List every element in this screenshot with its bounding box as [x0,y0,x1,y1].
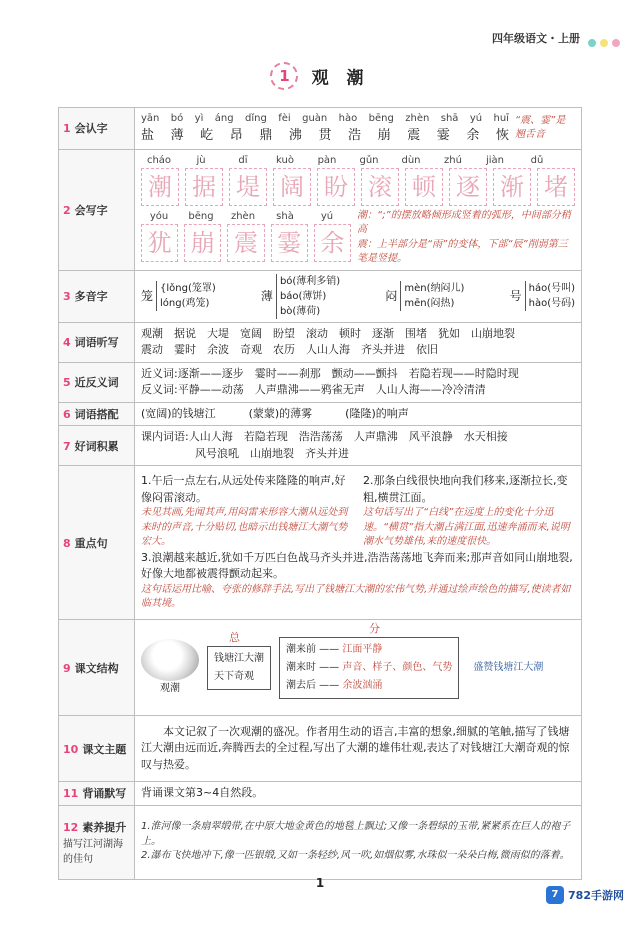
character: 贯 [318,128,332,143]
character: 薄 [170,128,184,143]
note: “震、霎”是翘舌音 [515,114,566,141]
lesson-title: 观 潮 [311,68,370,89]
stage-label: 潮来前 [286,643,316,655]
pinyin: jiàn [485,154,505,166]
row-label: 3 多音字 [59,270,135,322]
row-content: (宽阔)的钱塘江 (蒙蒙)的薄雾 (隆隆)的响声 [135,402,582,426]
stage-line: 潮来时 —— 声音、样子、颜色、气势 [286,661,453,673]
image-caption: 观潮 [160,683,180,694]
row-key-sentences [59,466,582,620]
synonym-line: 近义词:逐渐——逐步 霎时——刹那 颤动——颤抖 若隐若现——时隐时现 [141,366,519,380]
stage-line: 潮去后 —— 余波汹涌 [286,679,383,691]
write-char: 堵 [537,168,575,206]
character: 震 [407,128,421,143]
row-content: 背诵课文第3~4自然段。 [135,782,582,806]
antonym-line: 反义词:平静——动荡 人声鼎沸——鸦雀无声 人山人海——冷冷清清 [141,383,486,396]
note: 这句话运用比喻、夸张的修辞手法,写出了钱塘江大潮的宏伟气势,并通过绘声绘色的描写,使读者如临其境。 [141,583,571,610]
key-sentence: 3.浪潮越来越近,犹如千万匹白色战马齐头并进,浩浩荡荡地飞奔而来;那声音如同山崩地裂,好像大地都被震得颤动起来。 [141,550,573,581]
lesson-number: 1 [270,62,298,90]
stage-line: 潮来前 —— 江面平静 [286,643,383,655]
stage-detail: 声音、样子、颜色、气势 [342,661,453,673]
row-content [135,620,582,716]
row-content [135,270,582,322]
pinyin: yú [320,210,334,222]
note: 未见其画,先闻其声,用闷雷来形容大潮从远处到来时的声音,十分贴切,也暗示出钱塘江大潮气势宏大。 [141,507,348,548]
fen-label: 分 [369,621,380,635]
row-synonym [59,362,582,402]
pinyin: hào [338,113,358,124]
write-char: 盼 [317,168,355,206]
character: 昂 [229,128,243,143]
dot-icon [612,39,620,47]
stage-detail: 江面平静 [342,643,383,655]
write-char: 阔 [273,168,311,206]
write-char: 滚 [361,168,399,206]
pinyin: huī [493,113,509,124]
pinyin: yān [141,113,160,124]
row-dictation [59,322,582,362]
pinyin: jù [196,154,206,166]
row-label: 7 好词积累 [59,426,135,466]
theme-text: 本文记叙了一次观潮的盛况。作者用生动的语言,丰富的想象,细腻的笔触,描写了钱塘江大潮由远而近,奔腾西去的全过程,写出了大潮的雄伟壮观,表达了对钱塘江大潮奇观的惊叹与热爱。 [141,724,570,771]
character: 恢 [495,128,509,143]
write-char: 崩 [184,224,221,262]
good-sentence: 1.淮河像一条扇翠缎带,在中原大地金黄色的地毯上飘过;又像一条碧绿的玉带,紧紧系在巨人的袍子上。 [141,821,571,847]
pinyin: pàn [317,154,337,166]
character: 鼎 [259,128,273,143]
polyphone-groups [141,274,575,319]
row-label: 6 词语搭配 [59,402,135,426]
row-recognize [59,108,582,150]
row-label: 2 会写字 [59,149,135,270]
key-sentence: 2.那条白线很快地向我们移来,逐渐拉长,变粗,横贯江面。 [363,474,568,504]
polyphone-group [510,281,575,311]
write-grid [141,224,351,262]
top-bar [0,0,640,48]
row-recite [59,782,582,806]
polyphone-reading: bó(薄利多销) [279,275,341,287]
study-table [58,107,582,880]
polyphone-reading: háo(号叫) [528,283,575,294]
polyphone-reading: báo(薄饼) [279,290,327,302]
row-content [135,716,582,782]
write-grid [141,168,575,206]
row-content [135,322,582,362]
pinyin: zhèn [230,210,256,222]
row-literacy [59,805,582,879]
key-sentence: 1.午后一点左右,从远处传来隆隆的响声,好像闷雷滚动。 [141,474,346,504]
polyphone-char: 闷 [385,289,398,303]
row-good-words [59,426,582,466]
polyphone-reading: mèn(纳闷儿) [404,283,465,294]
polyphone-char: 号 [509,289,522,303]
write-char: 震 [227,224,264,262]
write-char: 据 [185,168,223,206]
pinyin: dǐng [245,113,267,124]
pinyin: shā [440,113,459,124]
character: 沸 [288,128,302,143]
pinyin: bēng [188,210,214,222]
pinyin: shà [276,210,294,222]
pinyin: dī [238,154,248,166]
write-char: 犹 [141,224,178,262]
stage-label: 潮来时 [286,661,316,673]
write-char: 潮 [141,168,179,206]
pinyin-line [141,111,509,126]
row-content [135,108,582,150]
pinyin-line [141,209,351,224]
row-content [135,805,582,879]
row-theme [59,716,582,782]
decor-dots [584,32,620,51]
structure-summary: 盛赞钱塘江大潮 [473,662,544,673]
pinyin: áng [214,113,234,124]
book-label: 四年级语文・上册 [492,32,580,45]
pinyin: guàn [302,113,328,124]
polyphone-group [261,274,340,319]
pinyin: dǔ [530,154,544,166]
polyphone-char: 笼 [141,289,154,303]
row-sublabel: 描写江河湖海的佳句 [63,839,123,865]
word-line: 观潮 据说 大堤 宽阔 盼望 滚动 顿时 逐渐 围堵 犹如 山崩地裂 [141,326,515,340]
page-number: 1 [315,876,325,890]
pinyin: yì [194,113,204,124]
character: 盐 [141,128,155,143]
polyphone-char: 薄 [260,289,273,303]
pinyin: kuò [276,154,294,166]
structure-left-box: 钱塘江大潮 天下奇观 [207,646,271,690]
write-char: 顿 [405,168,443,206]
row-label: 9 课文结构 [59,620,135,716]
pinyin: cháo [146,154,172,166]
zong-label: 总 [229,630,240,644]
pinyin: yú [469,113,483,124]
row-polyphone [59,270,582,322]
character: 浩 [348,128,362,143]
pinyin: dùn [401,154,421,166]
character: 崩 [377,128,391,143]
write-char: 余 [314,224,351,262]
row-write [59,149,582,270]
lesson-title-block [0,62,640,90]
row-structure [59,620,582,716]
row-label: 11 背诵默写 [59,782,135,806]
row-content [135,362,582,402]
char-line [141,126,509,146]
tide-image [141,639,199,681]
pinyin: yóu [149,210,169,222]
pinyin: bó [170,113,184,124]
row-label: 5 近反义词 [59,362,135,402]
pinyin: gǔn [359,154,379,166]
watermark-logo-icon: 7 [546,886,564,904]
polyphone-group [385,281,464,311]
note: 震：上半部分是“雨”的变体，下部“辰”削弱第三笔是竖提。 [357,238,568,264]
row-content [135,149,582,270]
word-line: 课内词语:人山人海 若隐若现 浩浩荡荡 人声鼎沸 风平浪静 水天相接 [141,430,508,443]
note: 这句话写出了“白线”在远度上的变化十分迅速。“横贯”指大潮占满江面,迅速奔涌而来,说明潮水气势雄伟,来的速度很快。 [363,507,570,548]
pinyin: zhèn [405,113,430,124]
pinyin-line [141,153,575,168]
write-char: 渐 [493,168,531,206]
character: 屹 [200,128,214,143]
polyphone-reading: hào(号码) [528,298,575,309]
word-line: 震动 霎时 余波 奇观 农历 人山人海 齐头并进 依旧 [141,343,438,356]
note: 潮：“;”的摆放略倾形成竖着的弧形，中间部分稍高 [357,209,571,235]
row-label: 8 重点句 [59,466,135,620]
write-char: 逐 [449,168,487,206]
row-label: 10 课文主题 [59,716,135,782]
watermark: 7 782手游网 [546,886,624,904]
good-sentence: 2.瀑布飞快地冲下,像一匹银缎,又如一条轻纱,风一吹,如烟似雾,水珠似一朵朵白梅,微雨似的落着。 [141,850,570,862]
dot-icon [600,39,608,47]
character: 霎 [436,128,450,143]
row-content [135,466,582,620]
polyphone-reading: bò(薄荷) [279,305,321,317]
polyphone-reading: lóng(鸡笼) [160,298,210,309]
stage-detail: 余波汹涌 [342,679,383,691]
row-collocation [59,402,582,426]
write-char: 霎 [271,224,308,262]
polyphone-reading: {lǒng(笼罩) [160,283,216,294]
pinyin: bēng [368,113,394,124]
character: 余 [466,128,480,143]
pinyin: fèi [278,113,291,124]
word-line: 风号浪吼 山崩地裂 齐头并进 [195,446,349,460]
stage-label: 潮去后 [286,679,316,691]
polyphone-group [141,281,216,311]
structure-stages-box [279,637,459,699]
row-label: 12 素养提升 描写江河湖海的佳句 [59,805,135,879]
row-label: 4 词语听写 [59,322,135,362]
dot-icon [588,39,596,47]
row-label: 1 会认字 [59,108,135,150]
pinyin: zhú [444,154,462,166]
polyphone-reading: mēn(闷热) [404,298,455,309]
write-char: 堤 [229,168,267,206]
row-content [135,426,582,466]
